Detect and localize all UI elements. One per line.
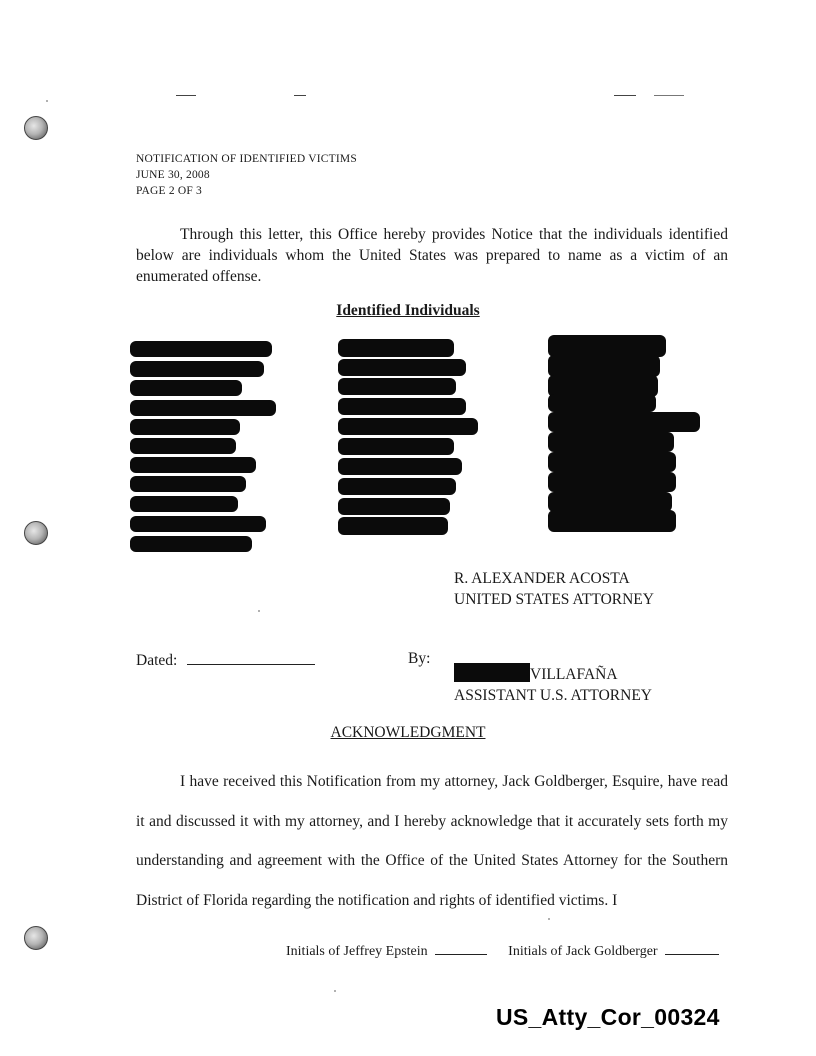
dated-line (136, 650, 315, 671)
redaction-bar (338, 438, 454, 455)
header-subject: NOTIFICATION OF IDENTIFIED VICTIMS (136, 153, 357, 165)
redaction-bar (130, 380, 242, 396)
scan-speck (46, 100, 48, 102)
assistant-signature (454, 663, 652, 706)
bates-number: US_Atty_Cor_00324 (496, 1004, 720, 1030)
punch-hole-top (24, 116, 48, 140)
letter-header (136, 151, 357, 199)
punch-hole-bottom (24, 926, 48, 950)
us-attorney-name: R. ALEXANDER ACOSTA (454, 570, 630, 587)
redaction-bar (130, 361, 264, 377)
redaction-bar (548, 452, 676, 472)
redaction-bar (338, 517, 448, 535)
intro-paragraph: Through this letter, this Office hereby provides Notice that the individuals identified below are individuals whom the United States was prepared to name as a victim of an enumerated offense. (136, 226, 728, 285)
redaction-bar (130, 536, 252, 552)
redaction-bar (548, 412, 700, 432)
redacted-first-name (454, 663, 530, 682)
redaction-bar (130, 457, 256, 473)
redaction-bar (338, 458, 462, 475)
goldberger-initials-blank[interactable] (665, 954, 719, 955)
assistant-title: ASSISTANT U.S. ATTORNEY (454, 687, 652, 704)
redaction-bar (130, 476, 246, 492)
scan-mark (294, 95, 306, 96)
header-date: JUNE 30, 2008 (136, 169, 210, 181)
redaction-bar (130, 341, 272, 357)
redaction-bar (130, 419, 240, 435)
us-attorney-signature (454, 568, 654, 610)
header-page: PAGE 2 OF 3 (136, 185, 203, 197)
epstein-initials-label: Initials of Jeffrey Epstein (286, 944, 428, 959)
redaction-bar (548, 432, 674, 452)
us-attorney-title: UNITED STATES ATTORNEY (454, 591, 654, 608)
redaction-bar (130, 496, 238, 512)
epstein-initials-blank[interactable] (435, 954, 487, 955)
scan-mark (654, 95, 684, 96)
acknowledgment-title: ACKNOWLEDGMENT (330, 724, 486, 741)
by-label: By: (408, 650, 431, 667)
redaction-bar (548, 355, 660, 377)
punch-hole-middle (24, 521, 48, 545)
goldberger-initials-label: Initials of Jack Goldberger (508, 944, 658, 959)
identified-individuals-title: Identified Individuals (336, 302, 480, 319)
redaction-bar (338, 418, 478, 435)
initials-line (286, 944, 719, 960)
scan-speck (258, 610, 260, 612)
redaction-bar (548, 394, 656, 412)
redaction-bar (130, 438, 236, 454)
dated-label: Dated: (136, 652, 178, 669)
redaction-bar (548, 492, 672, 512)
redaction-bar (338, 398, 466, 415)
scan-mark (176, 95, 196, 96)
redaction-bar (338, 378, 456, 395)
scan-speck (334, 990, 336, 992)
redaction-bar (338, 478, 456, 495)
redaction-bar (548, 335, 666, 357)
redaction-bar (130, 400, 276, 416)
scan-mark (614, 95, 636, 96)
redaction-bar (338, 359, 466, 376)
redaction-bar (338, 498, 450, 515)
redaction-bar (548, 472, 676, 492)
redaction-bar (548, 510, 676, 532)
acknowledgment-paragraph: I have received this Notification from my attorney, Jack Goldberger, Esquire, have read it and discussed it with my attorney, and I hereby acknowledge that it accurately sets forth my understanding and agreement with the Office of the United States Attorney for the Southern District of Florida regarding the notification and rights of identified victims. I (136, 773, 728, 909)
dated-blank (187, 664, 315, 665)
redaction-bar (130, 516, 266, 532)
redaction-bar (338, 339, 454, 357)
assistant-surname: VILLAFAÑA (530, 666, 618, 683)
